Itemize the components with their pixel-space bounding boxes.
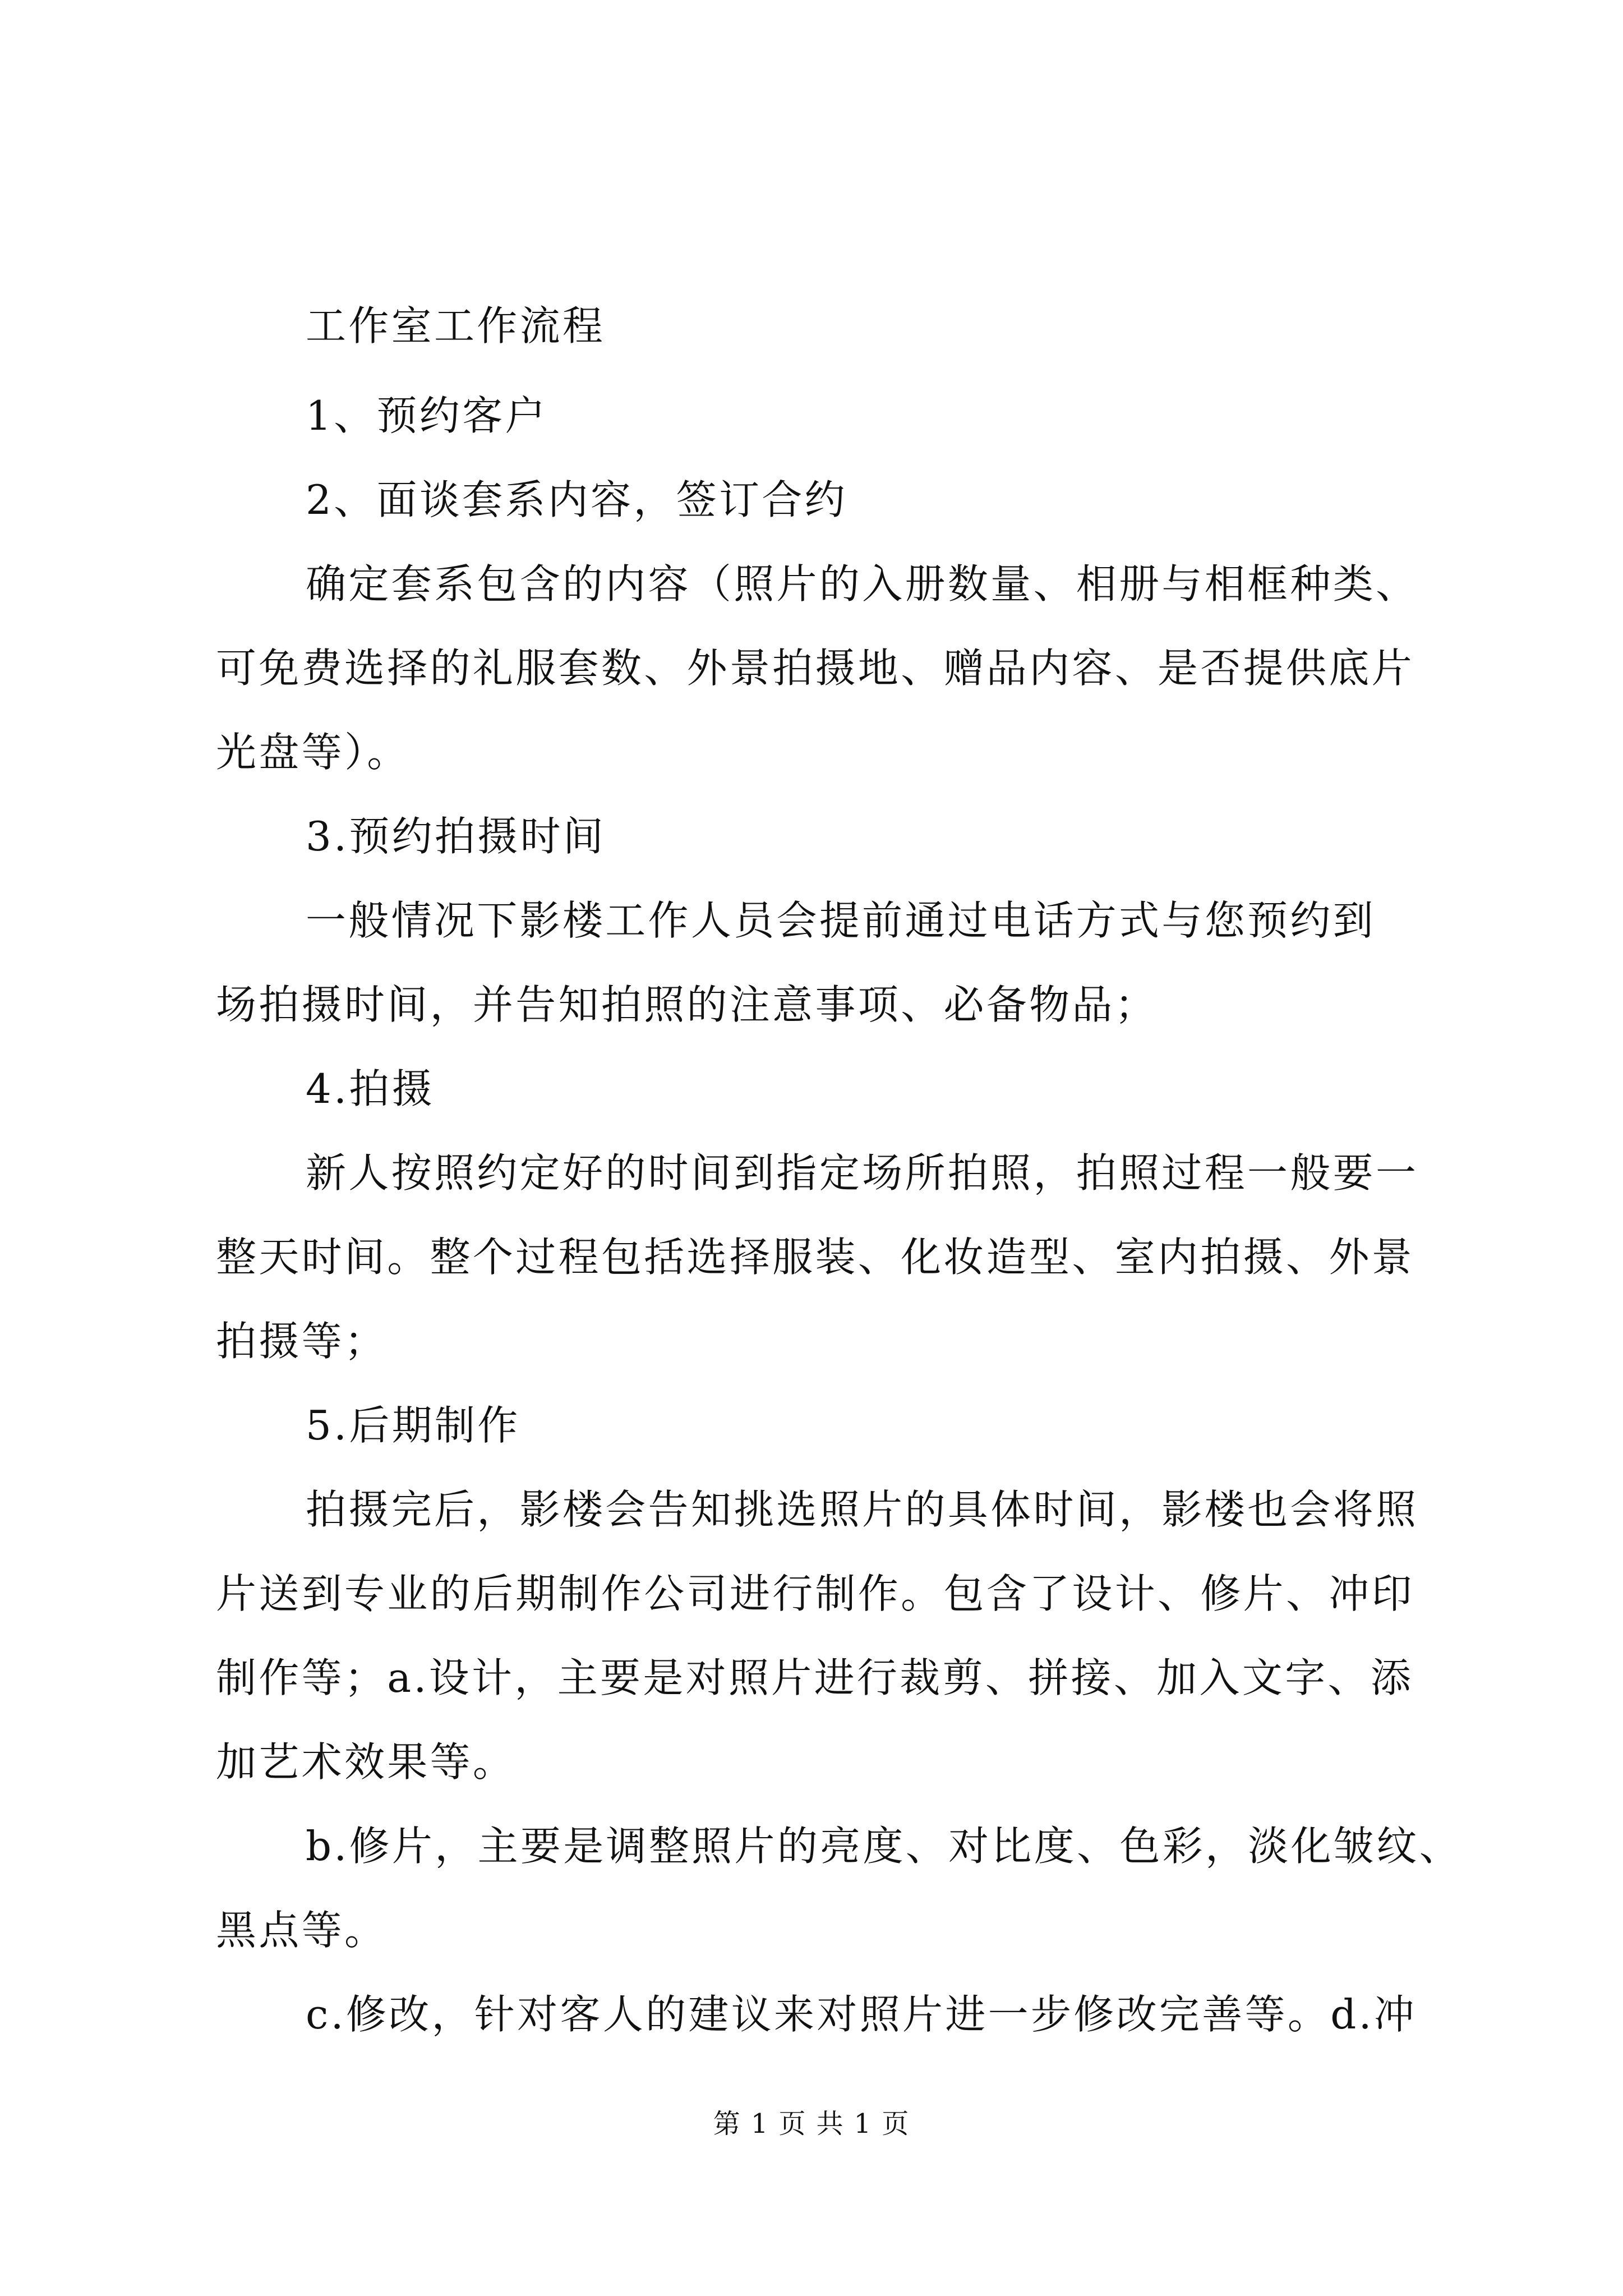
paragraph-line: b.修片，主要是调整照片的亮度、对比度、色彩，淡化皱纹、 (306, 1823, 1462, 1870)
paragraph-line: 制作等；a.设计，主要是对照片进行裁剪、拼接、加入文字、添 (216, 1654, 1414, 1701)
paragraph-line: 可免费选择的礼服套数、外景拍摄地、赠品内容、是否提供底片 (216, 645, 1414, 692)
document-title: 工作室工作流程 (306, 302, 606, 349)
paragraph-line: 片送到专业的后期制作公司进行制作。包含了设计、修片、冲印 (216, 1570, 1414, 1617)
paragraph-line: 确定套系包含的内容（照片的入册数量、相册与相框种类、 (306, 560, 1419, 608)
paragraph-line: 加艺术效果等。 (216, 1738, 516, 1786)
paragraph-line: 一般情况下影楼工作人员会提前通过电话方式与您预约到 (306, 897, 1376, 944)
paragraph-line: 2、面谈套系内容，签订合约 (306, 476, 847, 523)
paragraph-line: 3.预约拍摄时间 (306, 813, 606, 860)
paragraph-line: 拍摄完后，影楼会告知挑选照片的具体时间，影楼也会将照 (306, 1486, 1419, 1533)
paragraph-line: 场拍摄时间，并告知拍照的注意事项、必备物品； (216, 981, 1158, 1028)
paragraph-line: 黑点等。 (216, 1907, 388, 1954)
page-footer: 第 1 页 共 1 页 (713, 2108, 910, 2139)
paragraph-line: 5.后期制作 (306, 1402, 520, 1449)
paragraph-line: 拍摄等； (216, 1318, 388, 1365)
paragraph-line: 1、预约客户 (306, 392, 548, 439)
paragraph-line: 光盘等）。 (216, 729, 410, 776)
paragraph-line: 4.拍摄 (306, 1065, 435, 1112)
paragraph-line: c.修改，针对客人的建议来对照片进一步修改完善等。d.冲 (306, 1991, 1417, 2038)
paragraph-line: 整天时间。整个过程包括选择服装、化妆造型、室内拍摄、外景 (216, 1234, 1414, 1281)
paragraph-line: 新人按照约定好的时间到指定场所拍照，拍照过程一般要一 (306, 1149, 1419, 1197)
